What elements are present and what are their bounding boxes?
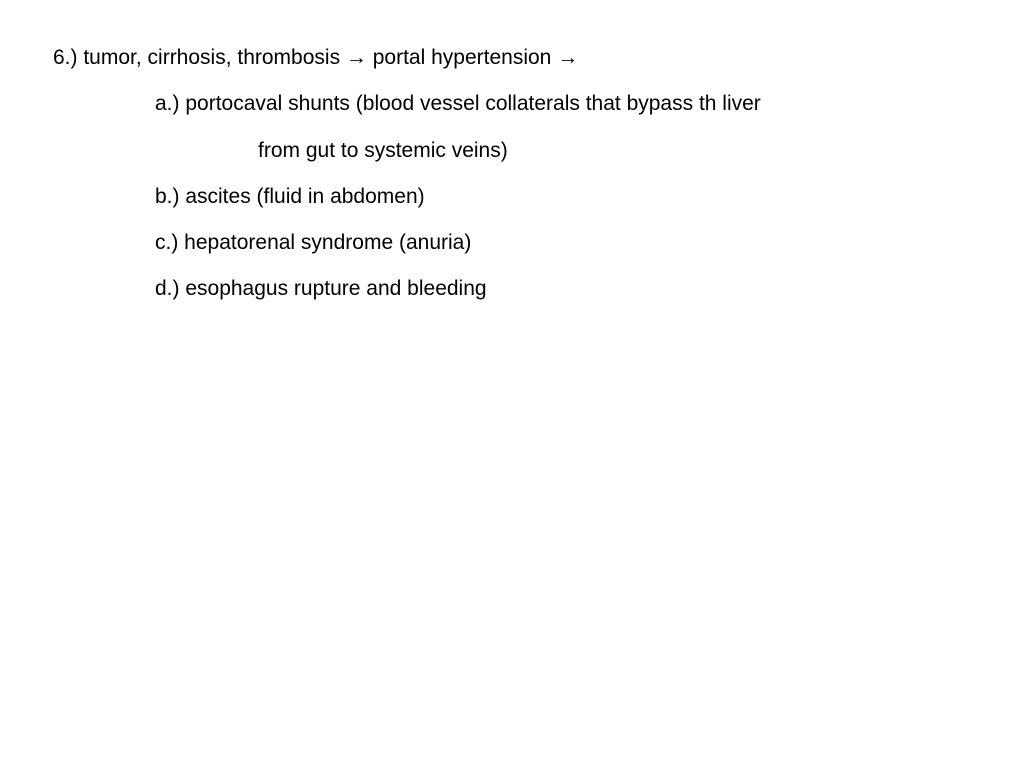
outline-subitem-b: b.) ascites (fluid in abdomen) (155, 185, 425, 208)
outline-subitem-c: c.) hepatorenal syndrome (anuria) (155, 231, 472, 254)
outline-item-6: 6.) tumor, cirrhosis, thrombosis → portal hypertension → (53, 46, 579, 69)
outline-subitem-a: a.) portocaval shunts (blood vessel collaterals that bypass th liver (155, 92, 761, 115)
outline-subitem-a-continuation: from gut to systemic veins) (258, 139, 508, 162)
outline-subitem-d: d.) esophagus rupture and bleeding (155, 277, 487, 300)
